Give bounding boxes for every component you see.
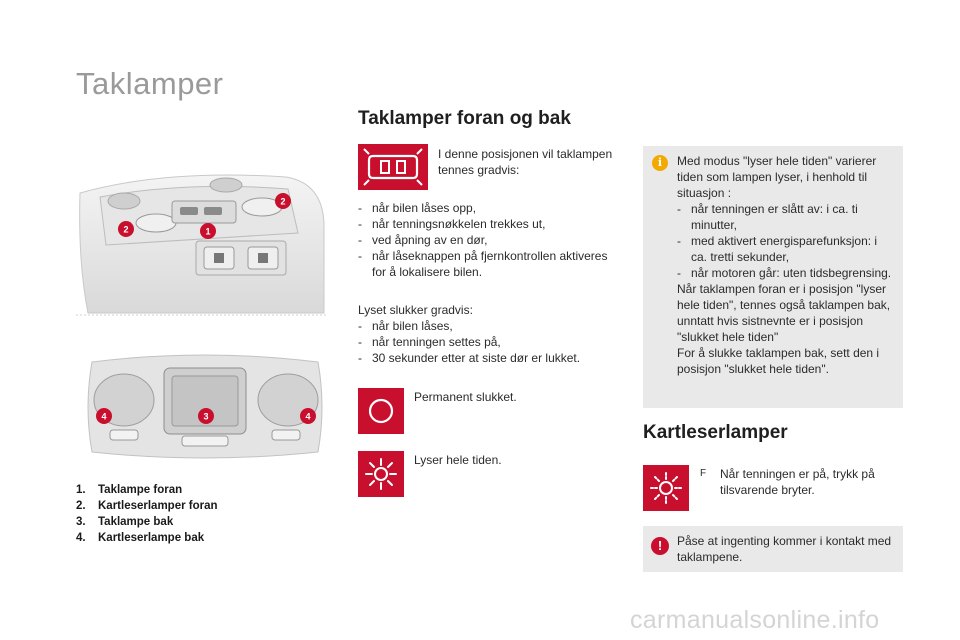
callout-3: [198, 408, 214, 424]
legend-item: 3. Taklampe bak: [76, 516, 174, 528]
list-item: - når låseknappen på fjernkontrollen aktiveres for å lokalisere bilen.: [358, 248, 613, 280]
list-item: - når motoren går: uten tidsbegrensing.: [677, 265, 893, 281]
list-item: - når tenningen settes på,: [358, 334, 618, 350]
info-box: [643, 146, 903, 408]
watermark: carmanualsonline.info: [630, 606, 880, 634]
list-item: - når bilen låses,: [358, 318, 618, 334]
info-list: [677, 201, 893, 281]
list-item: - med aktivert energisparefunksjon: i ca. tretti sekunder,: [677, 233, 893, 265]
warning-box: [643, 526, 903, 572]
callout-4-right: [300, 408, 316, 424]
info-icon: i: [652, 155, 668, 171]
light-off-intro: Lyset slukker gradvis:: [358, 303, 473, 317]
info-intro: Med modus "lyser hele tiden" varierer tiden som lampen lyser, i henhold til situasjon :: [677, 154, 877, 200]
map-lamp-instruction-text: Når tenningen er på, trykk på tilsvarende bryter.: [720, 467, 875, 497]
callout-2-right-label: 2: [280, 196, 286, 207]
callout-1: [200, 223, 216, 239]
permanent-off-icon: [358, 388, 404, 434]
door-mode-icon: [358, 144, 428, 190]
list-item: - ved åpning av en dør,: [358, 232, 613, 248]
door-mode-intro: I denne posisjonen vil taklampen tennes gradvis:: [438, 147, 613, 177]
legend: [76, 482, 218, 546]
callout-3-label: 3: [203, 411, 209, 422]
always-on-icon: [358, 451, 404, 497]
front-roof-console-illustration: [76, 163, 326, 323]
list-item: - når tenningsnøkkelen trekkes ut,: [358, 216, 613, 232]
map-lamp-icon: [643, 465, 689, 511]
info-paragraph-1: Når taklampen foran er i posisjon "lyser hele tiden", tennes også taklampen bak, unntatt hvis sistnevnte er i posisjon "slukket hele tiden": [677, 282, 891, 344]
callout-2-left: [118, 221, 134, 237]
section-heading-front-rear: Taklamper foran og bak: [358, 108, 571, 129]
legend-item: 4. Kartleserlampe bak: [76, 532, 205, 544]
callout-2-right: [275, 193, 291, 209]
info-paragraph-2: For å slukke taklampen bak, sett den i posisjon "slukket hele tiden".: [677, 346, 880, 376]
permanent-off-label: Permanent slukket.: [414, 390, 517, 404]
list-item: - når bilen låses opp,: [358, 200, 613, 216]
callout-1-label: 1: [205, 226, 211, 237]
callout-4-left-label: 4: [101, 411, 107, 422]
instruction-marker: F: [700, 468, 707, 479]
light-on-list: [358, 200, 613, 280]
legend-item: 2. Kartleserlamper foran: [76, 500, 218, 512]
list-item: - når tenningen er slått av: i ca. ti minutter,: [677, 201, 893, 233]
rear-roof-console-illustration: [82, 352, 327, 462]
warning-text: Påse at ingenting kommer i kontakt med taklampene.: [677, 534, 892, 564]
callout-4-right-label: 4: [305, 411, 311, 422]
legend-item: 1. Taklampe foran: [76, 484, 183, 496]
page-title: Taklamper: [76, 66, 224, 101]
callout-2-left-label: 2: [123, 224, 129, 235]
always-on-label: Lyser hele tiden.: [414, 453, 502, 467]
section-heading-map-lamps: Kartleserlamper: [643, 422, 788, 443]
warning-icon: !: [651, 537, 669, 555]
map-lamp-instruction: [700, 466, 900, 498]
light-off-list: [358, 318, 618, 366]
callout-4-left: [96, 408, 112, 424]
list-item: - 30 sekunder etter at siste dør er lukket.: [358, 350, 618, 366]
